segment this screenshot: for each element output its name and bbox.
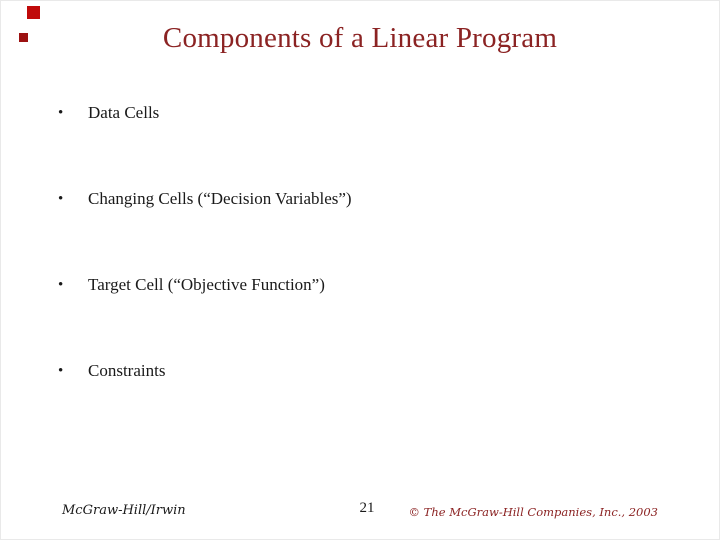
bullet-icon: • [58, 363, 64, 379]
footer-copyright: © The McGraw-Hill Companies, Inc., 2003 [408, 505, 658, 519]
bullet-icon: • [58, 277, 64, 293]
bullet-text: Constraints [88, 361, 166, 380]
page-number: 21 [359, 500, 375, 516]
bullet-item-constraints [58, 359, 658, 384]
bullet-icon: • [58, 191, 64, 207]
footer-brand: McGraw-Hill/Irwin [62, 503, 186, 518]
bullet-text: Data Cells [88, 103, 160, 122]
slide-title: Components of a Linear Program [162, 22, 558, 54]
red-square-decoration-large [27, 6, 40, 19]
bullet-icon: • [58, 105, 64, 121]
bullet-item-target-cell [58, 273, 658, 298]
bullet-item-changing-cells [58, 187, 658, 212]
bullet-text: Target Cell (“Objective Function”) [88, 275, 325, 294]
bullet-text: Changing Cells (“Decision Variables”) [88, 189, 352, 208]
bullet-item-data-cells [58, 101, 658, 126]
